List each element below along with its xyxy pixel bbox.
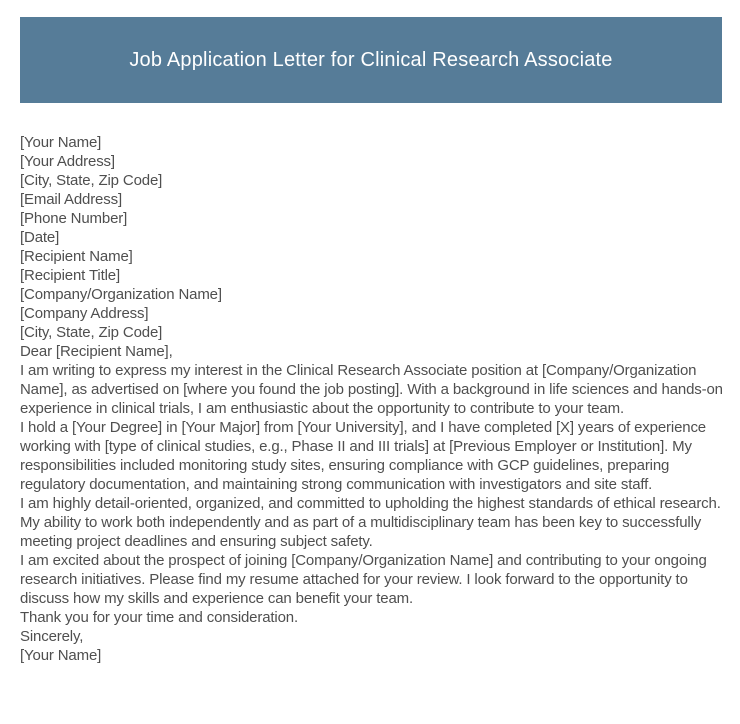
letter-paragraph: I am excited about the prospect of joining [Company/Organization Name] and contributing to your ongoing research initiatives. Please find my resume attached for your review. I look forward to the opportunity to discuss how my skills and experience can benefit your team. xyxy=(20,552,707,607)
recipient-line: [Recipient Title] xyxy=(20,267,120,284)
page-title: Job Application Letter for Clinical Research Associate xyxy=(129,48,613,71)
sender-line: [Email Address] xyxy=(20,191,122,208)
letter-paragraph: I am writing to express my interest in the Clinical Research Associate position at [Company/Organization Name], as advertised on [where you found the job posting]. With a background in life sciences and hands-on experience in clinical trials, I am enthusiastic about the opportunity to contribute to your team. xyxy=(20,362,723,417)
thanks-line: Thank you for your time and consideration. xyxy=(20,609,299,626)
recipient-line: [Company/Organization Name] xyxy=(20,286,222,303)
recipient-line: [City, State, Zip Code] xyxy=(20,324,163,341)
sender-line: [Your Address] xyxy=(20,153,115,170)
sender-line: [Your Name] xyxy=(20,134,102,151)
salutation: Dear [Recipient Name], xyxy=(20,343,173,360)
signature: [Your Name] xyxy=(20,647,102,664)
letter-title-banner xyxy=(20,17,722,103)
recipient-block xyxy=(20,247,724,342)
sender-line: [Date] xyxy=(20,229,60,246)
sender-block xyxy=(20,133,724,247)
sender-line: [Phone Number] xyxy=(20,210,128,227)
letter-body xyxy=(20,133,724,665)
paragraphs-block xyxy=(20,361,724,608)
sign-off: Sincerely, xyxy=(20,628,84,645)
recipient-line: [Company Address] xyxy=(20,305,149,322)
letter-paragraph: I am highly detail-oriented, organized, and committed to upholding the highest standards of ethical research. My ability to work both independently and as part of a multidisciplinary team has been key to successfully meeting project deadlines and ensuring subject safety. xyxy=(20,495,721,550)
recipient-line: [Recipient Name] xyxy=(20,248,133,265)
letter-paragraph: I hold a [Your Degree] in [Your Major] from [Your University], and I have completed [X] years of experience working with [type of clinical studies, e.g., Phase II and III trials] at [Previous Employer or Institution]. My responsibilities included monitoring study sites, ensuring compliance with GCP guidelines, preparing regulatory documentation, and maintaining strong communication with investigators and site staff. xyxy=(20,419,706,493)
sender-line: [City, State, Zip Code] xyxy=(20,172,163,189)
